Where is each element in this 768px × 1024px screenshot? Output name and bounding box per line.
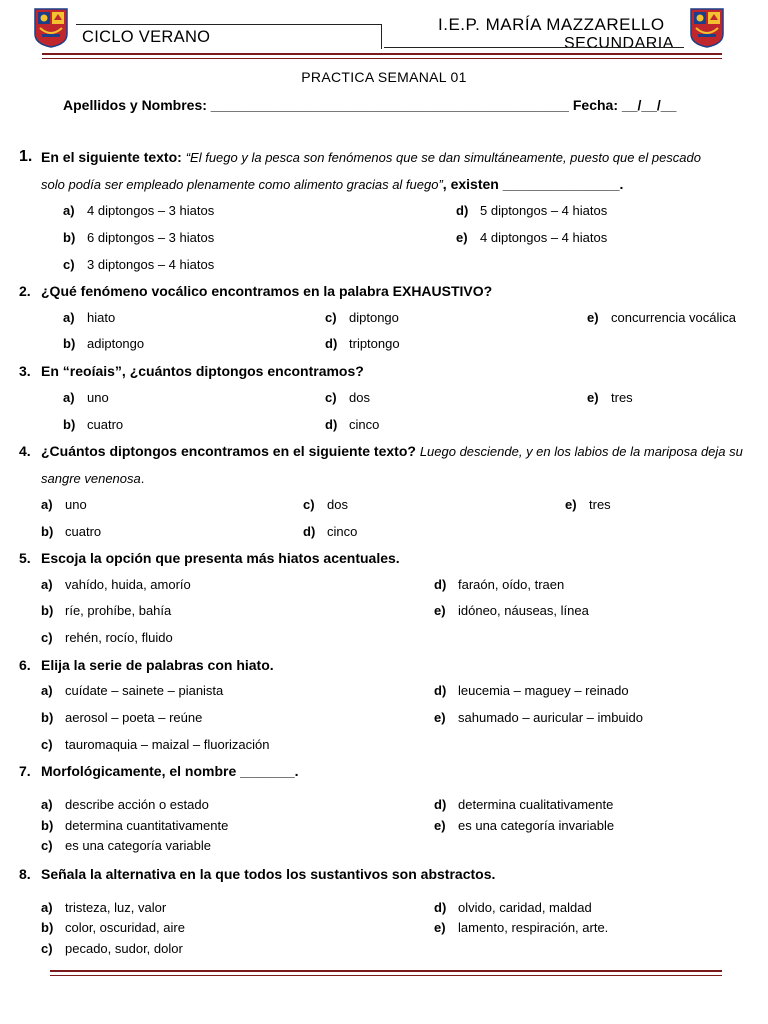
option-d: d) olvido, caridad, maldad [434, 900, 592, 915]
question-number: 6. [19, 657, 31, 673]
question-number: 7. [19, 763, 31, 779]
option-a: a) tristeza, luz, valor [41, 900, 167, 915]
option-b: b) aerosol – poeta – reúne [41, 710, 203, 725]
question-1-line-1 [41, 149, 701, 165]
question-1-tail: , existen _______________. [442, 176, 624, 192]
name-date-field: Apellidos y Nombres: ______________________________________________ Fecha: __/__/__ [63, 97, 677, 113]
header-divider [42, 53, 722, 55]
option-e: e) concurrencia vocálica [587, 310, 737, 325]
option-e: e) sahumado – auricular – imbuido [434, 710, 643, 725]
question-1-line-2 [41, 176, 623, 192]
option-a: a) cuídate – sainete – pianista [41, 683, 224, 698]
option-c: c) dos [325, 390, 370, 405]
option-c: c) es una categoría variable [41, 838, 211, 853]
option-b: b) cuatro [41, 524, 102, 539]
option-d: d) faraón, oído, traen [434, 577, 565, 592]
header-divider-thin [42, 58, 722, 59]
question-1-quote-1: “El fuego y la pesca son fenómenos que se dan simultáneamente, puesto que el pescado [185, 150, 701, 165]
option-e: e) idóneo, náuseas, línea [434, 603, 589, 618]
option-e: e) lamento, respiración, arte. [434, 920, 609, 935]
option-e: e) tres [565, 497, 611, 512]
option-b: b) color, oscuridad, aire [41, 920, 185, 935]
school-name: I.E.P. MARÍA MAZZARELLO [438, 15, 665, 34]
option-a: a) uno [41, 497, 87, 512]
option-c: c) pecado, sudor, dolor [41, 941, 183, 956]
option-e: e) es una categoría invariable [434, 818, 615, 833]
option-b: b) cuatro [63, 417, 124, 432]
option-c: c) rehén, rocío, fluido [41, 630, 173, 645]
question-7-text: Morfológicamente, el nombre _______. [41, 763, 299, 779]
footer-divider [50, 970, 722, 972]
option-d: d) determina cualitativamente [434, 797, 614, 812]
option-c: c) dos [303, 497, 348, 512]
option-e: e) tres [587, 390, 633, 405]
school-crest-icon [34, 8, 68, 48]
option-d: d) cinco [303, 524, 358, 539]
option-b: b) ríe, prohíbe, bahía [41, 603, 172, 618]
question-5-text: Escoja la opción que presenta más hiatos acentuales. [41, 550, 400, 566]
option-d: d) 5 diptongos – 4 hiatos [456, 203, 608, 218]
header-frame-right [384, 47, 684, 48]
option-a: a) hiato [63, 310, 116, 325]
option-a: a) uno [63, 390, 109, 405]
option-c: c) diptongo [325, 310, 399, 325]
question-6-text: Elija la serie de palabras con hiato. [41, 657, 274, 673]
question-number: 2. [19, 283, 31, 299]
option-a: a) describe acción o estado [41, 797, 209, 812]
question-number: 1. [19, 148, 33, 165]
question-8-text: Señala la alternativa en la que todos los sustantivos son abstractos. [41, 866, 496, 882]
option-e: e) 4 diptongos – 4 hiatos [456, 230, 608, 245]
option-c: c) tauromaquia – maizal – fluorización [41, 737, 270, 752]
question-4-line-1: ¿Cuántos diptongos encontramos en el siguiente texto? Luego desciende, y en los labios de la mariposa deja su [41, 443, 743, 459]
school-crest-icon [690, 8, 724, 48]
option-c: c) 3 diptongos – 4 hiatos [63, 257, 215, 272]
option-a: a) 4 diptongos – 3 hiatos [63, 203, 215, 218]
question-number: 3. [19, 363, 31, 379]
option-d: d) leucemia – maguey – reinado [434, 683, 629, 698]
option-d: d) cinco [325, 417, 380, 432]
question-1-quote-2: solo podía ser empleado plenamente como alimento gracias al fuego” [41, 177, 443, 192]
question-2-text: ¿Qué fenómeno vocálico encontramos en la palabra EXHAUSTIVO? [41, 283, 493, 299]
footer-divider-thin [50, 975, 722, 976]
question-1-lead: En el siguiente texto: [41, 149, 186, 165]
option-b: b) 6 diptongos – 3 hiatos [63, 230, 215, 245]
option-b: b) determina cuantitativamente [41, 818, 229, 833]
cycle-label: CICLO VERANO [82, 28, 211, 46]
option-d: d) triptongo [325, 336, 400, 351]
page-title: PRACTICA SEMANAL 01 [301, 69, 467, 85]
question-number: 4. [19, 443, 31, 459]
question-number: 5. [19, 550, 31, 566]
question-4-line-2: sangre venenosa. [41, 471, 145, 486]
option-b: b) adiptongo [63, 336, 145, 351]
question-3-text: En “reoíais”, ¿cuántos diptongos encontramos? [41, 363, 364, 379]
option-a: a) vahído, huida, amorío [41, 577, 191, 592]
school-level: SECUNDARIA [564, 35, 674, 47]
question-number: 8. [19, 866, 31, 882]
